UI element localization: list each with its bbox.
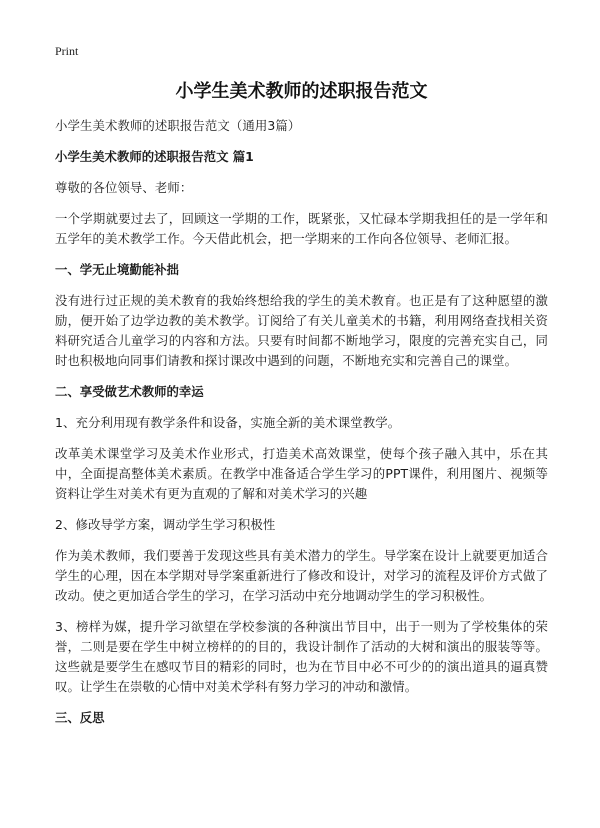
study-paragraph: 没有进行过正规的美术教育的我始终想给我的学生的美术教育。也正是有了这种愿望的激励，便开始了边学边教的美术教学。订阅给了有关儿童美术的书籍，利用网络查找相关资料研究适合儿童学习的内容和方法。只要有时间都不断地学习，限度的完善充实自己，同时也积极地向同事们请教和探讨课改中遇到的问题，不断地充实和完善自己的课堂。 xyxy=(55,293,548,368)
intro-paragraph: 一个学期就要过去了，回顾这一学期的工作，既紧张，又忙碌本学期我担任的是一学年和五学年的美术教学工作。今天借此机会，把一学期来的工作向各位领导、老师汇报。 xyxy=(55,211,548,246)
greeting-paragraph: 尊敬的各位领导、老师： xyxy=(55,180,193,195)
item2-title: 2、修改导学方案，调动学生学习积极性 xyxy=(55,517,276,532)
print-link[interactable]: Print xyxy=(55,44,79,58)
item1-title: 1、充分利用现有教学条件和设备，实施全新的美术课堂教学。 xyxy=(55,415,401,430)
heading-art-teacher: 二、享受做艺术教师的幸运 xyxy=(55,384,204,399)
heading-reflection: 三、反思 xyxy=(55,710,105,725)
heading-study: 一、学无止境勤能补拙 xyxy=(55,262,179,277)
item1-body: 改革美术课堂学习及美术作业形式，打造美术高效课堂，使每个孩子融入其中，乐在其中，全面提高整体美术素质。在教学中准备适合学生学习的PPT课件，利用图片、视频等资料让学生对美术有更为直观的了解和对美术学习的兴趣 xyxy=(55,446,548,501)
document-title: 小学生美术教师的述职报告范文 xyxy=(175,81,428,102)
item2-body: 作为美术教师，我们要善于发现这些具有美术潜力的学生。导学案在设计上就要更加适合学生的心理，因在本学期对导学案重新进行了修改和设计，对学习的流程及评价方式做了改动。使之更加适合学生的学习，在学习活动中充分地调动学生的学习积极性。 xyxy=(55,548,548,603)
document-subtitle: 小学生美术教师的述职报告范文（通用3篇） xyxy=(55,118,301,133)
item3-body: 3、榜样为媒，提升学习欲望在学校参演的各种演出节目中，出于一则为了学校集体的荣誉，二则是要在学生中树立榜样的的目的，我设计制作了活动的大树和演出的服装等等。这些就是要学生在感叹节目的精彩的同时，也为在节目中必不可少的的演出道具的逼真赞叹。让学生在崇敬的心情中对美术学科有努力学习的冲动和激情。 xyxy=(55,619,548,694)
section-heading: 小学生美术教师的述职报告范文 篇1 xyxy=(55,149,254,164)
